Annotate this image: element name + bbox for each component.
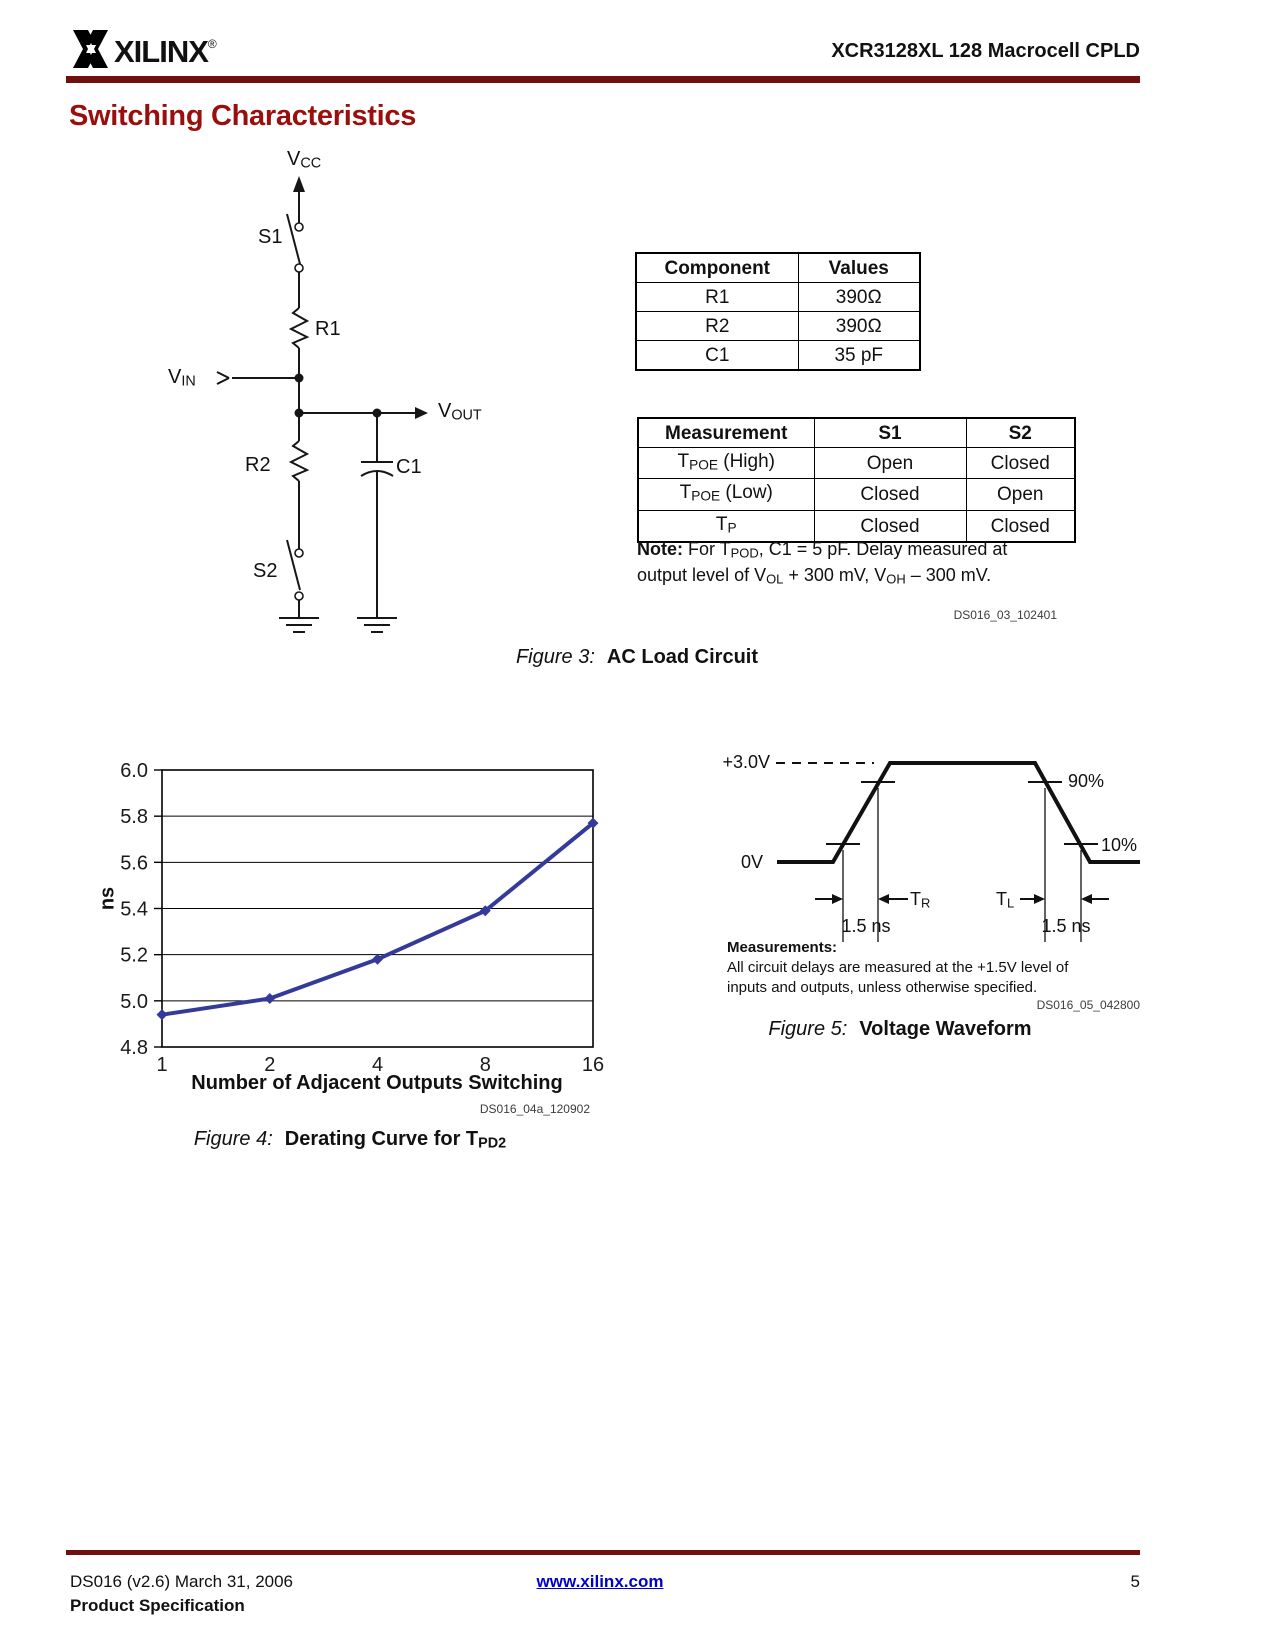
label-s1: S1	[258, 226, 283, 248]
x-axis-title: Number of Adjacent Outputs Switching	[191, 1072, 563, 1094]
column-header: Measurement	[638, 418, 814, 448]
figure3-caption-title: AC Load Circuit	[606, 646, 759, 668]
cell: Closed	[814, 479, 966, 510]
xilinx-logo-icon	[68, 28, 114, 70]
figure4-caption-title: Derating Curve for TPD2	[284, 1128, 507, 1152]
svg-text:4.8: 4.8	[120, 1037, 148, 1059]
data-point-marker	[264, 993, 275, 1004]
svg-text:5.2: 5.2	[120, 944, 148, 967]
threshold-cross-marks	[826, 782, 1098, 844]
vin-arrow	[217, 378, 229, 384]
svg-text:5.0: 5.0	[120, 990, 148, 1013]
label-90-percent: 90%	[1068, 771, 1105, 791]
cell: C1	[636, 341, 798, 371]
column-header: Values	[798, 253, 920, 283]
svg-text:8: 8	[479, 1054, 491, 1076]
figure5-image-code: DS016_05_042800	[1036, 998, 1140, 1012]
data-point-marker	[157, 1009, 168, 1020]
brand-name: XILINX	[114, 34, 208, 69]
arrowhead	[878, 894, 889, 904]
figure5-caption-label: Figure 5:	[768, 1018, 848, 1040]
label-fall-time: TL	[996, 889, 1015, 911]
label-vout: VOUT	[438, 400, 482, 424]
junction-dot	[295, 374, 304, 383]
label-r2: R2	[245, 454, 271, 476]
junction-dot	[295, 409, 304, 418]
switch-s2-contact	[295, 592, 303, 600]
arrowhead	[832, 894, 843, 904]
table-row	[636, 312, 920, 341]
vin-arrow	[217, 372, 229, 378]
rise-duration: 1.5 ns	[841, 916, 891, 936]
cell: TPOE (High)	[638, 448, 814, 479]
svg-text:5.6: 5.6	[120, 852, 148, 875]
figure5-caption-title: Voltage Waveform	[859, 1018, 1032, 1040]
page-number: 5	[1130, 1572, 1140, 1591]
footer-doc-ref: DS016 (v2.6) March 31, 2006	[70, 1572, 294, 1591]
column-header: Component	[636, 253, 798, 283]
label-v-low: 0V	[740, 852, 763, 872]
table-row	[638, 479, 1075, 510]
footer-rule	[66, 1550, 1140, 1555]
measurements-line2: inputs and outputs, unless otherwise specified.	[727, 979, 1038, 996]
xilinx-logo	[68, 28, 398, 72]
figure3-image-code: DS016_03_102401	[953, 608, 1057, 622]
ac-load-circuit-diagram	[150, 140, 510, 650]
figure3-caption	[337, 646, 937, 669]
measurements-title: Measurements:	[727, 939, 838, 956]
junction-dot	[373, 409, 382, 418]
cell: R1	[636, 283, 798, 312]
derating-curve-chart	[80, 755, 620, 1100]
label-10-percent: 10%	[1101, 835, 1138, 855]
measurement-table	[637, 417, 1076, 543]
column-header: S1	[814, 418, 966, 448]
svg-text:2: 2	[264, 1054, 276, 1076]
footer-doc-type: Product Specification	[70, 1596, 245, 1615]
label-s2: S2	[253, 560, 278, 582]
label-v-high: +3.0V	[722, 752, 770, 772]
arrowhead	[1034, 894, 1045, 904]
y-axis-title: ns	[96, 886, 119, 911]
svg-text:5.8: 5.8	[120, 806, 148, 829]
ground-symbol	[279, 618, 319, 632]
switch-s2-contact	[295, 549, 303, 557]
document-title: XCR3128XL 128 Macrocell CPLD	[831, 40, 1140, 62]
label-rise-time: TR	[910, 889, 931, 911]
table-row	[636, 341, 920, 371]
cell: R2	[636, 312, 798, 341]
xilinx-website-link[interactable]: www.xilinx.com	[536, 1572, 664, 1591]
cell: 390Ω	[798, 312, 920, 341]
arrowhead	[1081, 894, 1092, 904]
label-c1: C1	[396, 456, 422, 478]
vcc-arrowhead	[293, 176, 305, 192]
measurements-line1: All circuit delays are measured at the +1.5V level of	[727, 959, 1069, 976]
svg-text:4: 4	[371, 1054, 384, 1076]
cell: Open	[966, 479, 1075, 510]
figure5-caption	[700, 1018, 1100, 1041]
svg-text:6.0: 6.0	[120, 760, 148, 782]
cell: Closed	[966, 448, 1075, 479]
page-title: Switching Characteristics	[69, 100, 417, 132]
cell: Closed	[814, 510, 966, 542]
switch-s1-contact	[295, 223, 303, 231]
fall-duration: 1.5 ns	[1041, 916, 1091, 936]
switch-s1-contact	[295, 264, 303, 272]
cell: TPOE (Low)	[638, 479, 814, 510]
figure3-note: Note: For TPOD, C1 = 5 pF. Delay measured at output level of VOL + 300 mV, VOH – 300 mV.	[637, 539, 1008, 587]
label-vin: VIN	[168, 366, 196, 390]
component-values-table	[635, 252, 921, 371]
figure3-caption-label: Figure 3:	[515, 646, 595, 668]
cell: TP	[638, 510, 814, 542]
svg-text:1: 1	[156, 1054, 168, 1076]
ground-symbol	[357, 618, 397, 632]
svg-text:5.4: 5.4	[120, 898, 148, 921]
table-row	[636, 283, 920, 312]
cell: Closed	[966, 510, 1075, 542]
label-r1: R1	[315, 318, 341, 340]
cell: Open	[814, 448, 966, 479]
svg-text:16: 16	[581, 1054, 605, 1076]
resistor-r1-symbol	[291, 308, 307, 348]
figure4-image-code: DS016_04a_120902	[479, 1102, 590, 1116]
vout-arrowhead	[415, 407, 428, 419]
cell: 390Ω	[798, 283, 920, 312]
voltage-waveform-diagram	[660, 700, 1150, 950]
figure4-caption	[100, 1128, 600, 1152]
label-vcc: VCC	[287, 148, 322, 172]
column-header: S2	[966, 418, 1075, 448]
registered-mark: ®	[207, 37, 217, 51]
cell: 35 pF	[798, 341, 920, 371]
header-rule	[66, 76, 1140, 83]
resistor-r2-symbol	[291, 441, 307, 481]
figure4-caption-label: Figure 4:	[193, 1128, 273, 1150]
table-row	[638, 448, 1075, 479]
